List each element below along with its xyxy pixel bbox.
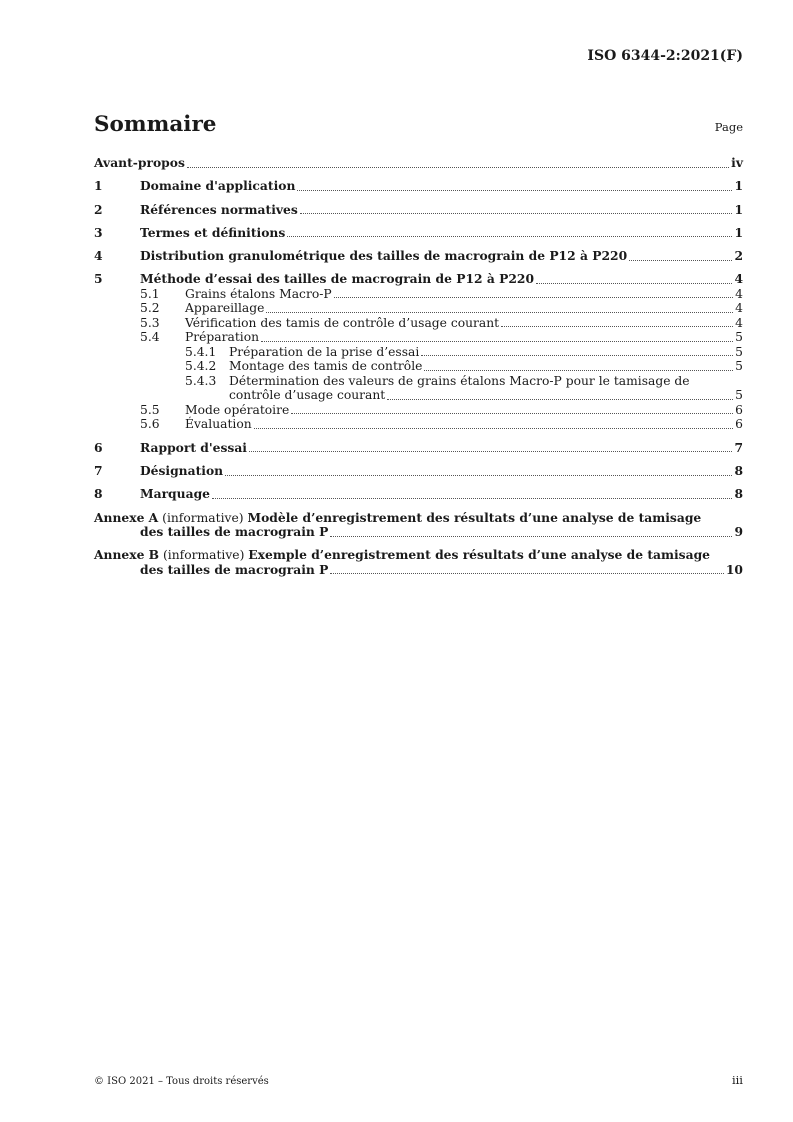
annex-title-line1: Modèle d’enregistrement des résultats d’une analyse de tamisage	[247, 509, 702, 525]
toc-entry-text: Mode opératoire	[185, 402, 290, 417]
toc-entry-page: 8	[734, 486, 743, 502]
toc-entry-number: 1	[94, 178, 103, 194]
toc-entry-page: 8	[734, 463, 743, 479]
toc-entry-3[interactable]	[94, 226, 743, 241]
toc-entry-page: 4	[735, 301, 743, 316]
toc-entry-5-4-3-leader	[94, 388, 743, 403]
toc-entry-number: 5.4.1	[185, 344, 217, 359]
toc-entry-number: 7	[94, 463, 103, 479]
page-column-label: Page	[714, 120, 743, 134]
toc-entry-page: 5	[735, 344, 743, 359]
table-of-contents	[94, 156, 743, 586]
toc-entry-page: iv	[731, 155, 743, 170]
toc-entry-number: 5	[94, 271, 103, 287]
leader-dots	[387, 399, 733, 400]
leader-dots	[249, 451, 732, 452]
toc-entry-number: 3	[94, 224, 103, 240]
annex-title-line1: Exemple d’enregistrement des résultats d’une analyse de tamisage	[248, 547, 710, 563]
leader-dots	[629, 260, 732, 261]
toc-entry-text: Distribution granulométrique des tailles de macrograin de P12 à P220	[140, 248, 628, 264]
toc-entry-text: Avant-propos	[94, 155, 185, 170]
leader-dots	[254, 428, 734, 429]
toc-entry-text: Évaluation	[185, 417, 252, 432]
toc-entry-5-5[interactable]	[94, 403, 743, 418]
toc-entry-2[interactable]	[94, 203, 743, 218]
toc-entry-page: 1	[734, 201, 743, 217]
toc-entry-text: Rapport d'essai	[140, 439, 247, 455]
toc-entry-number: 4	[94, 248, 103, 264]
leader-dots	[297, 190, 732, 191]
footer-page-number: iii	[731, 1073, 743, 1087]
annex-type: (informative)	[162, 510, 244, 525]
toc-entry-page: 10	[725, 561, 743, 577]
toc-entry-number: 5.4	[140, 330, 160, 345]
toc-entry-number: 5.1	[140, 286, 160, 301]
leader-dots	[424, 370, 733, 371]
toc-entry-text: Préparation	[185, 330, 260, 345]
annex-label: Annexe A	[94, 509, 159, 525]
leader-dots	[187, 167, 729, 168]
toc-entry-text: Méthode d’essai des tailles de macrograin de P12 à P220	[140, 271, 535, 287]
leader-dots	[330, 536, 732, 537]
toc-entry-text: Détermination des valeurs de grains étalons Macro-P pour le tamisage de contrôle d’usage courant	[229, 373, 690, 403]
toc-entry-text: Grains étalons Macro-P	[185, 286, 332, 301]
toc-entry-text: Appareillage	[185, 301, 265, 316]
annex-title-line2: des tailles de macrograin P	[140, 524, 329, 540]
leader-dots	[291, 413, 733, 414]
toc-entry-page: 9	[734, 524, 743, 540]
toc-entry-number: 5.4.2	[185, 359, 217, 374]
toc-entry-page: 6	[735, 402, 743, 417]
leader-dots	[536, 283, 732, 284]
toc-entry-page: 7	[734, 439, 743, 455]
toc-entry-5-2[interactable]	[94, 301, 743, 316]
toc-entry-number: 6	[94, 439, 103, 455]
toc-entry-text: Domaine d'application	[140, 178, 296, 194]
toc-entry-5-3[interactable]	[94, 316, 743, 331]
leader-dots	[300, 213, 733, 214]
toc-entry-number: 5.4.3	[185, 373, 217, 388]
annex-title-line2: des tailles de macrograin P	[140, 561, 329, 577]
toc-entry-number: 8	[94, 486, 103, 502]
document-id: ISO 6344-2:2021(F)	[587, 48, 743, 64]
leader-dots	[225, 475, 732, 476]
toc-entry-text: Références normatives	[140, 201, 298, 217]
toc-entry-5-4-2[interactable]	[94, 359, 743, 374]
toc-entry-8[interactable]	[94, 487, 743, 502]
toc-entry-5-6[interactable]	[94, 417, 743, 432]
toc-entry-page: 4	[735, 315, 743, 330]
toc-entry-annex-a[interactable]	[94, 511, 743, 540]
toc-entry-5-4[interactable]	[94, 330, 743, 345]
toc-heading: Sommaire	[94, 112, 217, 137]
leader-dots	[501, 326, 733, 327]
toc-entry-number: 5.6	[140, 417, 160, 432]
toc-entry-page: 5	[735, 359, 743, 374]
toc-entry-1[interactable]	[94, 179, 743, 194]
toc-entry-number: 2	[94, 201, 103, 217]
toc-entry-4[interactable]	[94, 249, 743, 264]
toc-entry-7[interactable]	[94, 464, 743, 479]
toc-entry-6[interactable]	[94, 441, 743, 456]
toc-entry-5[interactable]	[94, 272, 743, 287]
leader-dots	[212, 498, 732, 499]
leader-dots	[287, 236, 732, 237]
annex-label: Annexe B	[94, 547, 160, 563]
toc-entry-page: 1	[734, 224, 743, 240]
toc-entry-text: Vérification des tamis de contrôle d’usage courant	[185, 315, 500, 330]
toc-entry-text: Montage des tamis de contrôle	[229, 359, 423, 374]
leader-dots	[261, 341, 733, 342]
toc-entry-text: Termes et définitions	[140, 224, 286, 240]
toc-entry-5-1[interactable]	[94, 287, 743, 302]
toc-entry-number: 5.5	[140, 402, 160, 417]
toc-entry-page: 1	[734, 178, 743, 194]
toc-entry-page: 5	[735, 388, 743, 403]
toc-entry-annex-b[interactable]	[94, 548, 743, 577]
toc-entry-text: Préparation de la prise d’essai	[229, 344, 420, 359]
annex-type: (informative)	[163, 548, 245, 563]
toc-entry-number: 5.2	[140, 301, 160, 316]
toc-entry-5-4-1[interactable]	[94, 345, 743, 360]
toc-entry-page: 6	[735, 417, 743, 432]
toc-entry-text: Désignation	[140, 463, 224, 479]
toc-entry-page: 4	[734, 271, 743, 287]
toc-entry-page: 2	[734, 248, 743, 264]
toc-entry-number: 5.3	[140, 315, 160, 330]
toc-entry-text: Marquage	[140, 486, 210, 502]
leader-dots	[330, 573, 724, 574]
toc-entry-page: 5	[735, 330, 743, 345]
toc-entry-page: 4	[735, 286, 743, 301]
leader-dots	[421, 355, 733, 356]
leader-dots	[266, 312, 733, 313]
footer-copyright: © ISO 2021 – Tous droits réservés	[94, 1076, 269, 1087]
toc-entry-foreword[interactable]	[94, 156, 743, 171]
leader-dots	[334, 297, 734, 298]
